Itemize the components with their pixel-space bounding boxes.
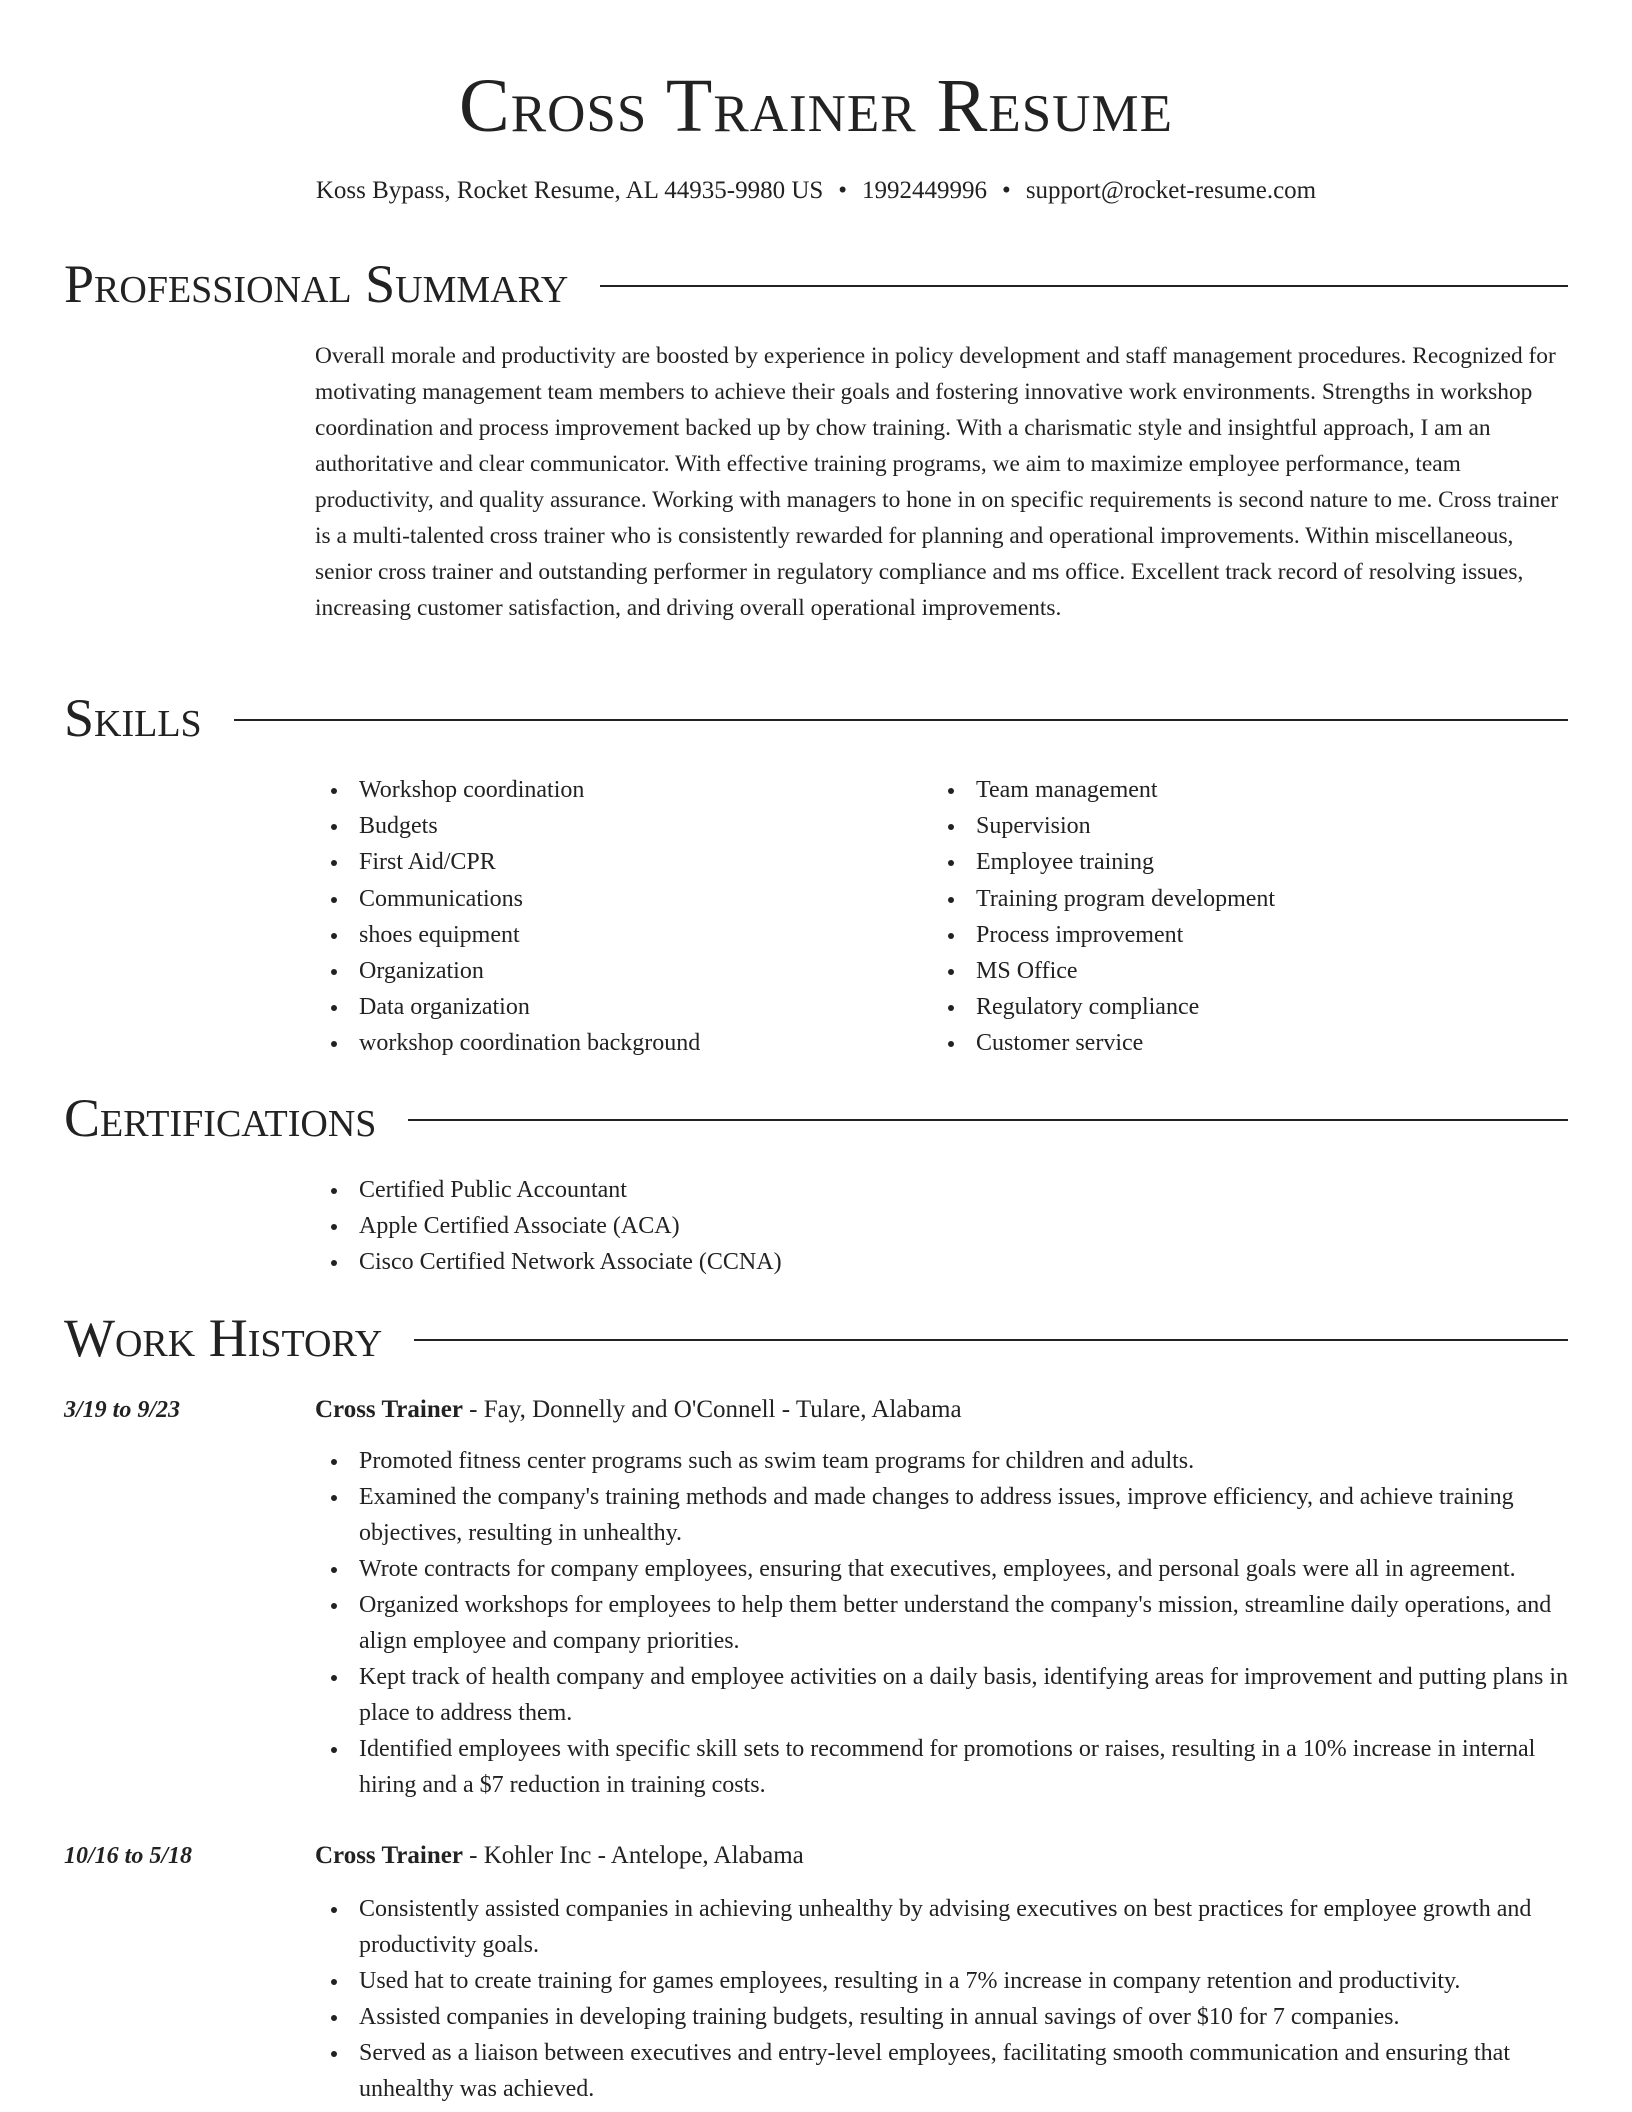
job-bullet: Kept track of health company and employee activities on a daily basis, identifying areas for improvement and putting plans in place to address them. xyxy=(315,1659,1571,1731)
skill-item: Communications xyxy=(315,881,915,917)
section-rule xyxy=(600,285,1568,287)
job-title-line xyxy=(315,1838,804,1874)
skill-item: Team management xyxy=(932,772,1532,808)
job-bullets xyxy=(315,1891,1571,2107)
certifications-list xyxy=(315,1172,1115,1280)
skill-item: First Aid/CPR xyxy=(315,844,915,880)
contact-email[interactable]: support@rocket-resume.com xyxy=(1025,177,1317,204)
certification-item: Cisco Certified Network Associate (CCNA) xyxy=(315,1244,1115,1280)
summary-paragraph: Overall morale and productivity are boosted by experience in policy development and staff management procedures. Recognized for motivating management team members to achieve their goals and fostering innovative work environments. Strengths in workshop coordination and process improvement backed up by chow training. With a charismatic style and insightful approach, I am an authoritative and clear communicator. With effective training programs, we aim to maximize employee performance, team productivity, and quality assurance. Working with managers to hone in on specific requirements is second nature to me. Cross trainer is a multi-talented cross trainer who is consistently rewarded for planning and operational improvements. Within miscellaneous, senior cross trainer and outstanding performer in regulatory compliance and ms office. Excellent track record of resolving issues, increasing customer satisfaction, and driving overall operational improvements. xyxy=(315,343,1559,621)
section-title-work: Work History xyxy=(64,1308,383,1368)
skills-section-header xyxy=(64,686,1568,750)
job-bullet: Used hat to create training for games employees, resulting in a 7% increase in company retention and productivity. xyxy=(315,1963,1571,1999)
certification-item: Certified Public Accountant xyxy=(315,1172,1115,1208)
contact-separator: • xyxy=(1002,177,1011,204)
skill-item: Supervision xyxy=(932,808,1532,844)
resume-title: Cross Trainer Resume xyxy=(459,64,1173,148)
skills-list-right xyxy=(932,772,1532,1062)
skill-item: Workshop coordination xyxy=(315,772,915,808)
job-bullet: Identified employees with specific skill sets to recommend for promotions or raises, resulting in a 10% increase in internal hiring and a $7 reduction in training costs. xyxy=(315,1731,1571,1803)
certifications-section-header xyxy=(64,1086,1568,1150)
contact-line xyxy=(0,172,1632,210)
job-bullet: Organized workshops for employees to help them better understand the company's mission, streamline daily operations, and align employee and company priorities. xyxy=(315,1587,1571,1659)
certification-item: Apple Certified Associate (ACA) xyxy=(315,1208,1115,1244)
job-employer: - Kohler Inc - Antelope, Alabama xyxy=(462,1842,804,1869)
skill-item: workshop coordination background xyxy=(315,1025,915,1061)
job-bullet: Consistently assisted companies in achieving unhealthy by advising executives on best practices for employee growth and productivity goals. xyxy=(315,1891,1571,1963)
contact-separator: • xyxy=(838,177,848,204)
job-bullet: Promoted fitness center programs such as swim team programs for children and adults. xyxy=(315,1443,1571,1479)
skill-item: Organization xyxy=(315,953,915,989)
job-title-line xyxy=(315,1392,962,1428)
contact-phone: 1992449996 xyxy=(862,177,988,204)
section-title-certifications: Certifications xyxy=(64,1088,377,1148)
skill-item: Data organization xyxy=(315,989,915,1025)
skills-list-left xyxy=(315,772,915,1062)
section-rule xyxy=(234,719,1568,721)
section-title-skills: Skills xyxy=(64,688,202,748)
work-section-header xyxy=(64,1306,1568,1370)
skill-item: Regulatory compliance xyxy=(932,989,1532,1025)
contact-address: Koss Bypass, Rocket Resume, AL 44935-9980 US xyxy=(315,177,824,204)
job-bullet: Examined the company's training methods and made changes to address issues, improve efficiency, and achieve training objectives, resulting in unhealthy. xyxy=(315,1479,1571,1551)
job-role: Cross Trainer xyxy=(315,1842,463,1869)
section-rule xyxy=(408,1119,1568,1121)
job-bullets xyxy=(315,1443,1571,1803)
job-employer: - Fay, Donnelly and O'Connell - Tulare, Alabama xyxy=(462,1396,962,1423)
section-rule xyxy=(414,1339,1568,1341)
skill-item: Process improvement xyxy=(932,917,1532,953)
skill-item: MS Office xyxy=(932,953,1532,989)
summary-section-header xyxy=(64,252,1568,316)
job-bullet: Wrote contracts for company employees, ensuring that executives, employees, and personal goals were all in agreement. xyxy=(315,1551,1571,1587)
section-title-summary: Professional Summary xyxy=(64,254,569,314)
job-dates: 10/16 to 5/18 xyxy=(64,1843,193,1869)
skill-item: Employee training xyxy=(932,844,1532,880)
job-dates: 3/19 to 9/23 xyxy=(64,1397,181,1423)
job-role: Cross Trainer xyxy=(315,1396,463,1423)
job-bullet: Served as a liaison between executives and entry-level employees, facilitating smooth communication and ensuring that unhealthy was achieved. xyxy=(315,2035,1571,2107)
skill-item: shoes equipment xyxy=(315,917,915,953)
job-bullet: Assisted companies in developing training budgets, resulting in annual savings of over $10 for 7 companies. xyxy=(315,1999,1571,2035)
skill-item: Training program development xyxy=(932,881,1532,917)
skill-item: Budgets xyxy=(315,808,915,844)
skill-item: Customer service xyxy=(932,1025,1532,1061)
